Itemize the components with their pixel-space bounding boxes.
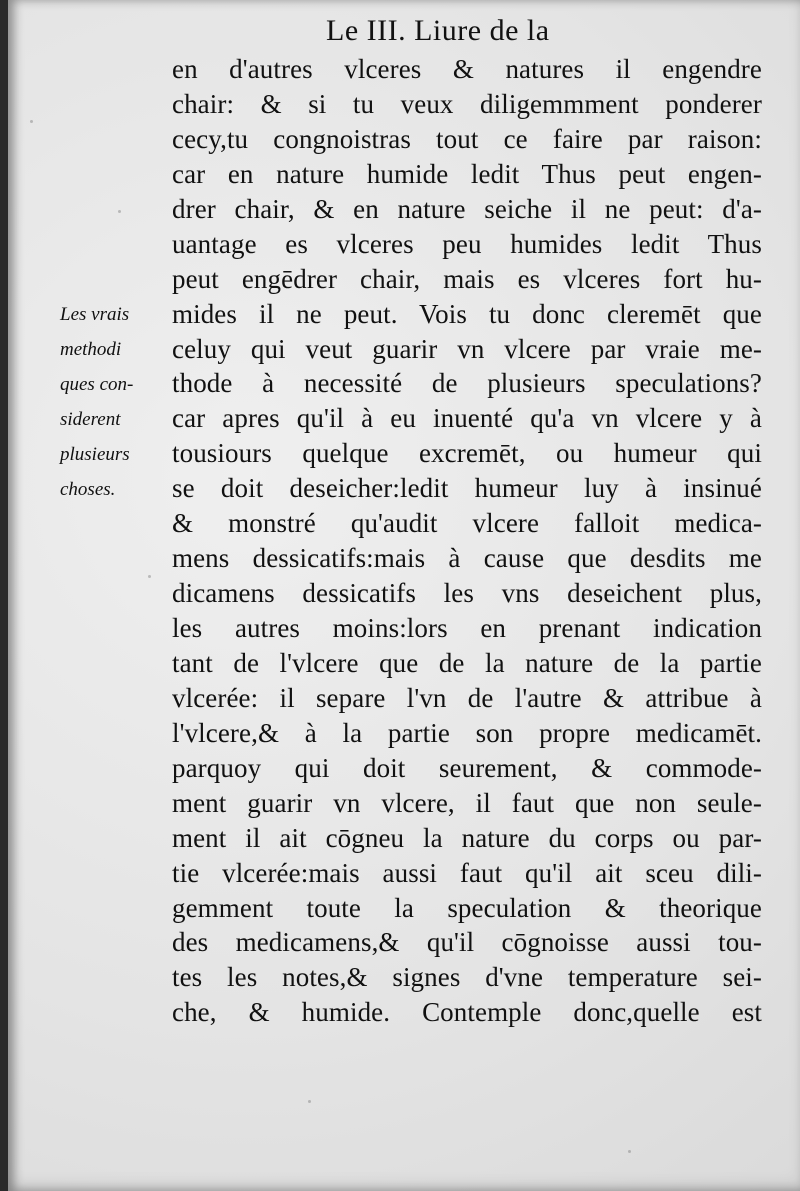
text-line: che, & humide. Contemple donc,quelle est (172, 997, 762, 1028)
text-line: tousiours quelque excremēt, ou humeur qui (172, 438, 762, 469)
text-line: mens dessicatifs:mais à cause que desdits me (172, 543, 762, 574)
text-line: chair: & si tu veux diligemmment ponderer (172, 88, 762, 119)
running-header: Le III. Liure de la (326, 14, 550, 47)
text-line: ment guarir vn vlcere, il faut que non seule- (172, 787, 762, 818)
text-line: car apres qu'il à eu inuenté qu'a vn vlcere y à (172, 403, 762, 434)
paper-speck (118, 210, 121, 213)
text-line: les autres moins:lors en prenant indication (172, 613, 762, 643)
text-line: parquoy qui doit seurement, & commode- (172, 752, 762, 783)
text-line: tant de l'vlcere que de la nature de la partie (172, 647, 762, 678)
body-text (172, 52, 762, 1030)
text-line: tes les notes,& signes d'vne temperature sei- (172, 962, 762, 993)
text-line: mides il ne peut. Vois tu donc cleremēt que (172, 298, 762, 329)
margin-note-line: methodi (60, 338, 122, 360)
text-line: celuy qui veut guarir vn vlcere par vraie me- (172, 333, 762, 364)
margin-note-line: Les vrais (60, 304, 130, 325)
text-line: en d'autres vlceres & natures il engendre (172, 54, 762, 84)
text-line: & monstré qu'audit vlcere falloit medica- (172, 508, 762, 539)
text-line: gemment toute la speculation & theorique (172, 892, 762, 923)
text-line: tie vlcerée:mais aussi faut qu'il ait sceu dili- (172, 857, 762, 888)
text-line: ment il ait cōgneu la nature du corps ou par- (172, 822, 762, 853)
text-line: l'vlcere,& à la partie son propre medicamēt. (172, 717, 762, 748)
text-line: uantage es vlceres peu humides ledit Thus (172, 228, 762, 259)
margin-note-line: ques con- (60, 373, 134, 395)
margin-note (60, 298, 172, 508)
book-page (8, 0, 800, 1191)
text-line: se doit deseicher:ledit humeur luy à insinué (172, 473, 762, 504)
margin-note-line: siderent (60, 408, 121, 430)
text-line: peut engēdrer chair, mais es vlceres fort hu- (172, 263, 762, 294)
text-line: vlcerée: il separe l'vn de l'autre & attribue à (172, 682, 762, 713)
text-line: dicamens dessicatifs les vns deseichent plus, (172, 578, 762, 609)
text-line: cecy,tu congnoistras tout ce faire par raison: (172, 123, 762, 154)
text-line: des medicamens,& qu'il cōgnoisse aussi tou- (172, 927, 762, 958)
paper-speck (308, 1100, 311, 1103)
margin-note-line: choses. (60, 478, 116, 500)
text-line: car en nature humide ledit Thus peut engen- (172, 158, 762, 189)
text-line: thode à necessité de plusieurs speculations? (172, 368, 762, 399)
paper-speck (628, 1150, 631, 1153)
paper-speck (148, 575, 151, 578)
margin-note-line: plusieurs (60, 443, 130, 465)
text-line: drer chair, & en nature seiche il ne peut: d'a- (172, 193, 762, 224)
paper-speck (30, 120, 33, 123)
